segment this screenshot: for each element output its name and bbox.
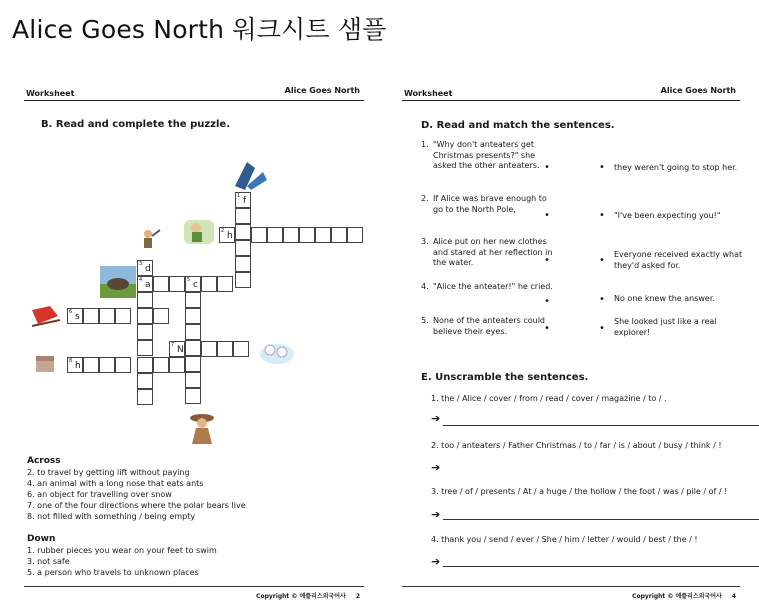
page-number: 4 bbox=[731, 593, 736, 600]
sled-icon bbox=[28, 302, 64, 330]
clue-number: 2 bbox=[221, 228, 225, 234]
book-title: Alice Goes North bbox=[660, 86, 736, 95]
item-number: 1. bbox=[421, 140, 429, 149]
crossword-cell[interactable] bbox=[137, 373, 153, 389]
copyright: Copyright © 애플리스외국어사 bbox=[632, 593, 722, 600]
crossword-cell[interactable] bbox=[235, 224, 251, 240]
cell-letter: c bbox=[193, 280, 198, 290]
book-title: Alice Goes North bbox=[284, 86, 360, 95]
unscramble-item: 2. too / anteaters / Father Christmas / to / far / is / about / busy / think / ! bbox=[431, 441, 722, 450]
worksheet-footer bbox=[402, 586, 740, 602]
crossword-cell[interactable] bbox=[185, 372, 201, 388]
item-text: Alice put on her new clothes and stared at her reflection in the water. bbox=[433, 237, 553, 267]
crossword-cell[interactable] bbox=[315, 227, 331, 243]
answer-line[interactable] bbox=[443, 519, 759, 520]
down-heading: Down bbox=[27, 534, 56, 544]
item-number: 5. bbox=[421, 316, 429, 325]
worksheet-page-left bbox=[24, 84, 364, 604]
anteater-icon bbox=[100, 266, 136, 298]
copyright: Copyright © 애플리스외국어사 bbox=[256, 593, 346, 600]
match-left-item bbox=[421, 316, 556, 340]
crossword-cell[interactable] bbox=[99, 308, 115, 324]
section-b-title: B. Read and complete the puzzle. bbox=[41, 119, 230, 130]
match-dot-left[interactable]: • bbox=[544, 255, 550, 266]
clue-number: 5 bbox=[187, 277, 191, 283]
match-right-item: No one knew the answer. bbox=[614, 294, 715, 303]
crossword-cell[interactable] bbox=[83, 308, 99, 324]
crossword-cell[interactable] bbox=[201, 276, 217, 292]
match-left-item bbox=[421, 140, 556, 184]
match-dot-left[interactable]: • bbox=[544, 162, 550, 173]
item-text: None of the anteaters could believe their eyes. bbox=[433, 316, 545, 336]
crossword-cell[interactable] bbox=[137, 389, 153, 405]
answer-line[interactable] bbox=[443, 566, 759, 567]
item-number: 4. bbox=[421, 282, 429, 291]
match-dot-right[interactable]: • bbox=[599, 323, 605, 334]
crossword-cell[interactable] bbox=[137, 340, 153, 356]
down-clue: 3. not safe bbox=[27, 557, 70, 566]
match-right-item: She looked just like a real explorer! bbox=[614, 317, 717, 337]
clue-number: 7 bbox=[171, 342, 175, 348]
match-dot-right[interactable]: • bbox=[599, 294, 605, 305]
crossword-cell[interactable] bbox=[201, 341, 217, 357]
arrow-icon: ➔ bbox=[431, 461, 441, 474]
crossword-cell[interactable] bbox=[137, 308, 153, 324]
match-dot-right[interactable]: • bbox=[599, 210, 605, 221]
match-right-item: Everyone received exactly what they'd asked for. bbox=[614, 250, 743, 270]
crossword-cell[interactable] bbox=[235, 272, 251, 288]
crossword-cell[interactable] bbox=[153, 276, 169, 292]
crossword-cell[interactable] bbox=[283, 227, 299, 243]
crossword-cell[interactable] bbox=[67, 308, 83, 324]
across-clue: 4. an animal with a long nose that eats ants bbox=[27, 479, 204, 488]
cell-letter: h bbox=[75, 361, 81, 371]
crossword-cell[interactable] bbox=[185, 292, 201, 308]
explorer-icon bbox=[134, 226, 162, 250]
crossword-cell[interactable] bbox=[235, 256, 251, 272]
match-dot-left[interactable]: • bbox=[544, 296, 550, 307]
crossword-cell[interactable] bbox=[153, 308, 169, 324]
crossword-cell[interactable] bbox=[169, 341, 185, 357]
unscramble-item: 4. thank you / send / ever / She / him / letter / would / best / the / ! bbox=[431, 535, 698, 544]
crossword-cell[interactable] bbox=[347, 227, 363, 243]
crossword-cell[interactable] bbox=[137, 357, 153, 373]
page-title: Alice Goes North 워크시트 샘플 bbox=[12, 15, 387, 44]
crossword-cell[interactable] bbox=[83, 357, 99, 373]
crossword-cell[interactable] bbox=[251, 227, 267, 243]
item-number: 3. bbox=[421, 237, 429, 246]
crossword-cell[interactable] bbox=[219, 227, 235, 243]
crossword-cell[interactable] bbox=[137, 324, 153, 340]
cell-letter: h bbox=[227, 231, 233, 241]
worksheet-page-right bbox=[402, 84, 743, 604]
crossword-cell[interactable] bbox=[137, 260, 153, 276]
clue-number: 8 bbox=[69, 358, 73, 364]
polar-bears-icon bbox=[258, 338, 296, 366]
crossword-cell[interactable] bbox=[185, 340, 201, 356]
crossword-cell[interactable] bbox=[115, 357, 131, 373]
section-e-title: E. Unscramble the sentences. bbox=[421, 372, 589, 383]
match-dot-right[interactable]: • bbox=[599, 255, 605, 266]
crossword-cell[interactable] bbox=[233, 341, 249, 357]
item-text: "Why don't anteaters get Christmas presents?" she asked the other anteaters. bbox=[433, 140, 540, 170]
crossword-cell[interactable] bbox=[217, 341, 233, 357]
crossword-cell[interactable] bbox=[169, 357, 185, 373]
match-dot-right[interactable]: • bbox=[599, 162, 605, 173]
clue-number: 6 bbox=[69, 309, 73, 315]
match-right-item: they weren't going to stop her. bbox=[614, 163, 738, 172]
item-text: "Alice the anteater!" he cried. bbox=[433, 282, 553, 291]
crossword-cell[interactable] bbox=[153, 357, 169, 373]
arrow-icon: ➔ bbox=[431, 555, 441, 568]
match-left-item bbox=[421, 282, 556, 306]
flippers-icon bbox=[229, 156, 269, 192]
arrow-icon: ➔ bbox=[431, 412, 441, 425]
arrow-icon: ➔ bbox=[431, 508, 441, 521]
worksheet-label: Worksheet bbox=[404, 89, 453, 98]
crossword-cell[interactable] bbox=[137, 292, 153, 308]
item-text: If Alice was brave enough to go to the North Pole, bbox=[433, 194, 547, 214]
answer-line[interactable] bbox=[443, 425, 759, 426]
unscramble-item: 1. the / Alice / cover / from / read / cover / magazine / to / . bbox=[431, 394, 667, 403]
match-left-item bbox=[421, 194, 556, 228]
match-dot-left[interactable]: • bbox=[544, 323, 550, 334]
crossword-cell[interactable] bbox=[185, 276, 201, 292]
crossword-cell[interactable] bbox=[235, 240, 251, 256]
match-right-item: "I've been expecting you!" bbox=[614, 211, 721, 220]
worksheet-footer bbox=[24, 586, 364, 602]
adventurer-icon bbox=[182, 410, 222, 446]
crossword-cell[interactable] bbox=[235, 208, 251, 224]
cell-letter: a bbox=[145, 280, 151, 290]
crossword-cell[interactable] bbox=[185, 388, 201, 404]
crossword-cell[interactable] bbox=[185, 356, 201, 372]
crossword-cell[interactable] bbox=[185, 324, 201, 340]
unscramble-item: 3. tree / of / presents / At / a huge / the hollow / the foot / was / pile / of / ! bbox=[431, 487, 728, 496]
crossword-cell[interactable] bbox=[99, 357, 115, 373]
crossword-cell[interactable] bbox=[67, 357, 83, 373]
empty-box-icon bbox=[32, 350, 58, 376]
match-left-item bbox=[421, 237, 556, 271]
worksheet-header bbox=[402, 84, 740, 101]
across-heading: Across bbox=[27, 456, 61, 466]
across-clue: 6. an object for travelling over snow bbox=[27, 490, 172, 499]
clue-number: 4 bbox=[139, 277, 143, 283]
across-clue: 7. one of the four directions where the polar bears live bbox=[27, 501, 246, 510]
worksheet-label: Worksheet bbox=[26, 89, 75, 98]
crossword-cell[interactable] bbox=[137, 276, 153, 292]
crossword-cell[interactable] bbox=[169, 276, 185, 292]
item-number: 2. bbox=[421, 194, 429, 203]
worksheet-header bbox=[24, 84, 364, 101]
cell-letter: d bbox=[145, 264, 151, 274]
down-clue: 1. rubber pieces you wear on your feet to swim bbox=[27, 546, 217, 555]
crossword-cell[interactable] bbox=[331, 227, 347, 243]
cell-letter: f bbox=[243, 196, 247, 206]
across-clue: 8. not filled with something / being empty bbox=[27, 512, 196, 521]
section-d-title: D. Read and match the sentences. bbox=[421, 120, 615, 131]
page-number: 2 bbox=[355, 593, 360, 600]
crossword-cell[interactable] bbox=[235, 192, 251, 208]
down-clue: 5. a person who travels to unknown places bbox=[27, 568, 199, 577]
crossword-cell[interactable] bbox=[299, 227, 315, 243]
cell-letter: N bbox=[177, 345, 184, 355]
crossword-cell[interactable] bbox=[267, 227, 283, 243]
cell-letter: s bbox=[75, 312, 80, 322]
across-clue: 2. to travel by getting lift without paying bbox=[27, 468, 190, 477]
crossword-cell[interactable] bbox=[115, 308, 131, 324]
crossword-cell[interactable] bbox=[217, 276, 233, 292]
hitchhiker-icon bbox=[182, 216, 216, 246]
crossword-cell[interactable] bbox=[185, 308, 201, 324]
clue-number: 1 bbox=[237, 193, 241, 199]
clue-number: 3 bbox=[139, 261, 143, 267]
match-dot-left[interactable]: • bbox=[544, 210, 550, 221]
